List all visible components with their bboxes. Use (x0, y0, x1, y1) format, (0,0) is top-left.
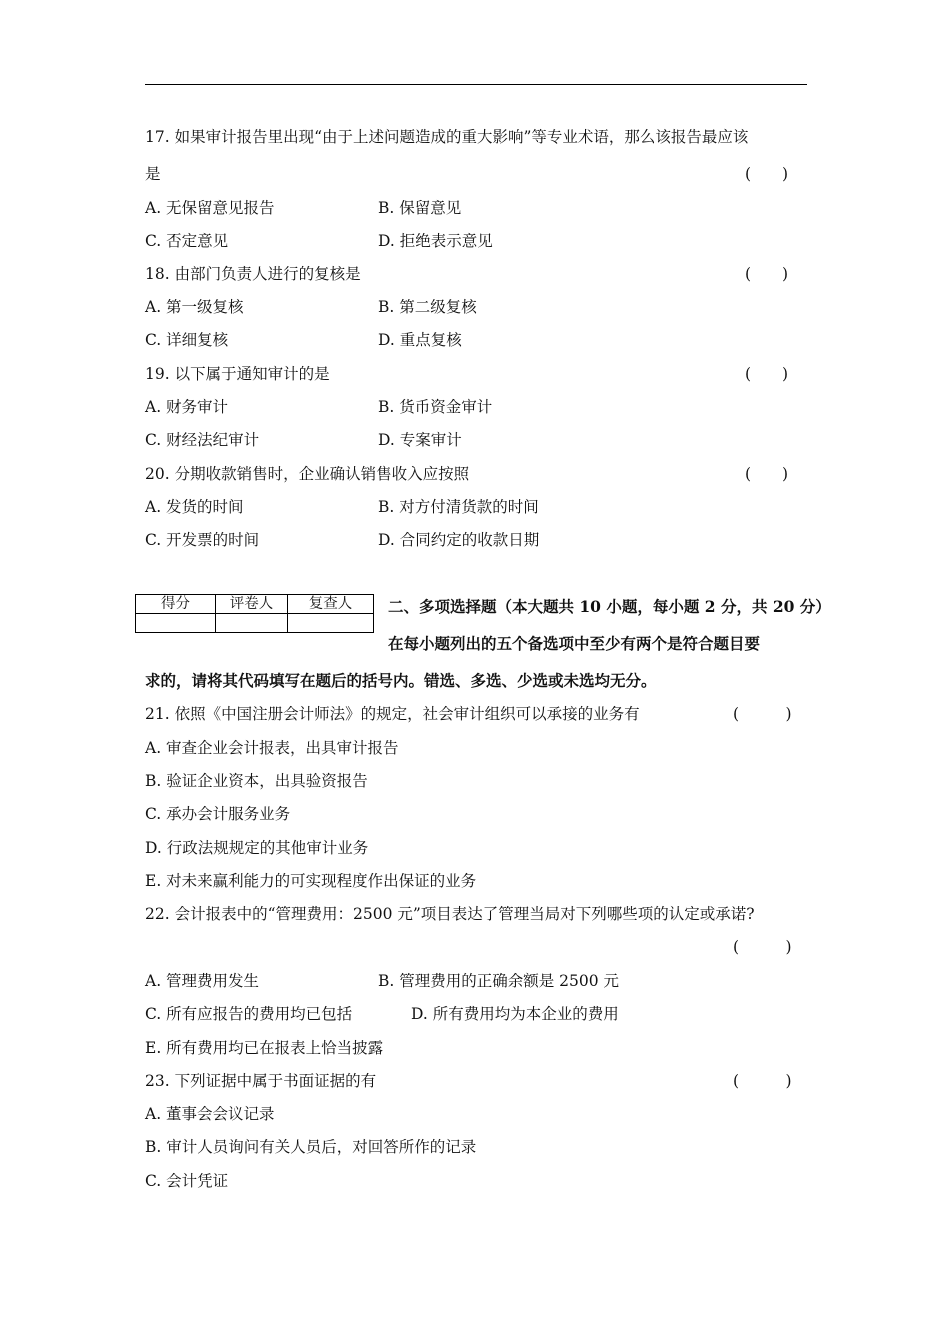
q18-option-c: C. 详细复核 (145, 331, 229, 349)
grader-header: 评卷人 (216, 595, 288, 614)
q21-option-d: D. 行政法规规定的其他审计业务 (145, 839, 369, 857)
q20-option-a: A. 发货的时间 (145, 498, 244, 516)
q19-option-c: C. 财经法纪审计 (145, 431, 260, 449)
q21-option-b: B. 验证企业资本，出具验资报告 (145, 772, 368, 790)
q23-option-a: A. 董事会会议记录 (145, 1105, 275, 1123)
q19-stem: 19. 以下属于通知审计的是 (145, 365, 330, 383)
q22-option-a: A. 管理费用发生 (145, 972, 260, 990)
q20-option-c: C. 开发票的时间 (145, 531, 260, 549)
q17-option-c: C. 否定意见 (145, 232, 229, 250)
q22-answer-bracket[interactable]: ( ) (733, 938, 792, 956)
q20-option-d: D. 合同约定的收款日期 (378, 531, 540, 549)
score-table-header-row (136, 595, 374, 614)
q22-option-d: D. 所有费用均为本企业的费用 (411, 1005, 619, 1023)
q19-option-d: D. 专案审计 (378, 431, 462, 449)
q18-stem: 18. 由部门负责人进行的复核是 (145, 265, 361, 283)
q18-option-a: A. 第一级复核 (145, 298, 244, 316)
q21-option-a: A. 审查企业会计报表，出具审计报告 (145, 739, 399, 757)
score-table-entry-row (136, 614, 374, 633)
q18-option-d: D. 重点复核 (378, 331, 462, 349)
q18-option-b: B. 第二级复核 (378, 298, 477, 316)
q21-answer-bracket[interactable]: ( ) (733, 705, 792, 723)
q17-answer-bracket[interactable]: ( ) (745, 165, 789, 183)
q18-answer-bracket[interactable]: ( ) (745, 265, 789, 283)
q20-answer-bracket[interactable]: ( ) (745, 465, 789, 483)
q23-option-b: B. 审计人员询问有关人员后，对回答所作的记录 (145, 1138, 477, 1156)
q21-stem: 21. 依照《中国注册会计师法》的规定，社会审计组织可以承接的业务有 (145, 705, 640, 723)
q23-answer-bracket[interactable]: ( ) (733, 1072, 792, 1090)
q20-option-b: B. 对方付清货款的时间 (378, 498, 539, 516)
score-table (135, 594, 374, 633)
q19-option-a: A. 财务审计 (145, 398, 229, 416)
q17-stem-cont: 是 (145, 165, 161, 183)
q17-option-d: D. 拒绝表示意见 (378, 232, 493, 250)
q17-option-a: A. 无保留意见报告 (145, 199, 275, 217)
reviewer-header: 复查人 (288, 595, 374, 614)
q23-stem: 23. 下列证据中属于书面证据的有 (145, 1072, 377, 1090)
section2-instructions-1: 在每小题列出的五个备选项中至少有两个是符合题目要 (388, 634, 761, 653)
q22-stem: 22. 会计报表中的“管理费用：2500 元”项目表达了管理当局对下列哪些项的认定或承诺? (145, 905, 755, 923)
grader-cell[interactable] (216, 614, 288, 633)
q20-stem: 20. 分期收款销售时，企业确认销售收入应按照 (145, 465, 470, 483)
reviewer-cell[interactable] (288, 614, 374, 633)
q22-option-e: E. 所有费用均已在报表上恰当披露 (145, 1039, 384, 1057)
q22-option-b: B. 管理费用的正确余额是 2500 元 (378, 972, 620, 990)
q21-option-c: C. 承办会计服务业务 (145, 805, 291, 823)
q17-option-b: B. 保留意见 (378, 199, 462, 217)
section2-instructions-2: 求的，请将其代码填写在题后的括号内。错选、多选、少选或未选均无分。 (145, 671, 657, 690)
q22-option-c: C. 所有应报告的费用均已包括 (145, 1005, 353, 1023)
score-header: 得分 (136, 595, 216, 614)
section2-title: 二、多项选择题（本大题共 10 小题，每小题 2 分，共 20 分） (388, 597, 831, 616)
score-cell[interactable] (136, 614, 216, 633)
q23-option-c: C. 会计凭证 (145, 1172, 229, 1190)
q19-option-b: B. 货币资金审计 (378, 398, 493, 416)
q17-stem: 17. 如果审计报告里出现“由于上述问题造成的重大影响”等专业术语，那么该报告最应该 (145, 128, 749, 146)
q19-answer-bracket[interactable]: ( ) (745, 365, 789, 383)
header-rule (145, 84, 807, 85)
q21-option-e: E. 对未来赢利能力的可实现程度作出保证的业务 (145, 872, 477, 890)
